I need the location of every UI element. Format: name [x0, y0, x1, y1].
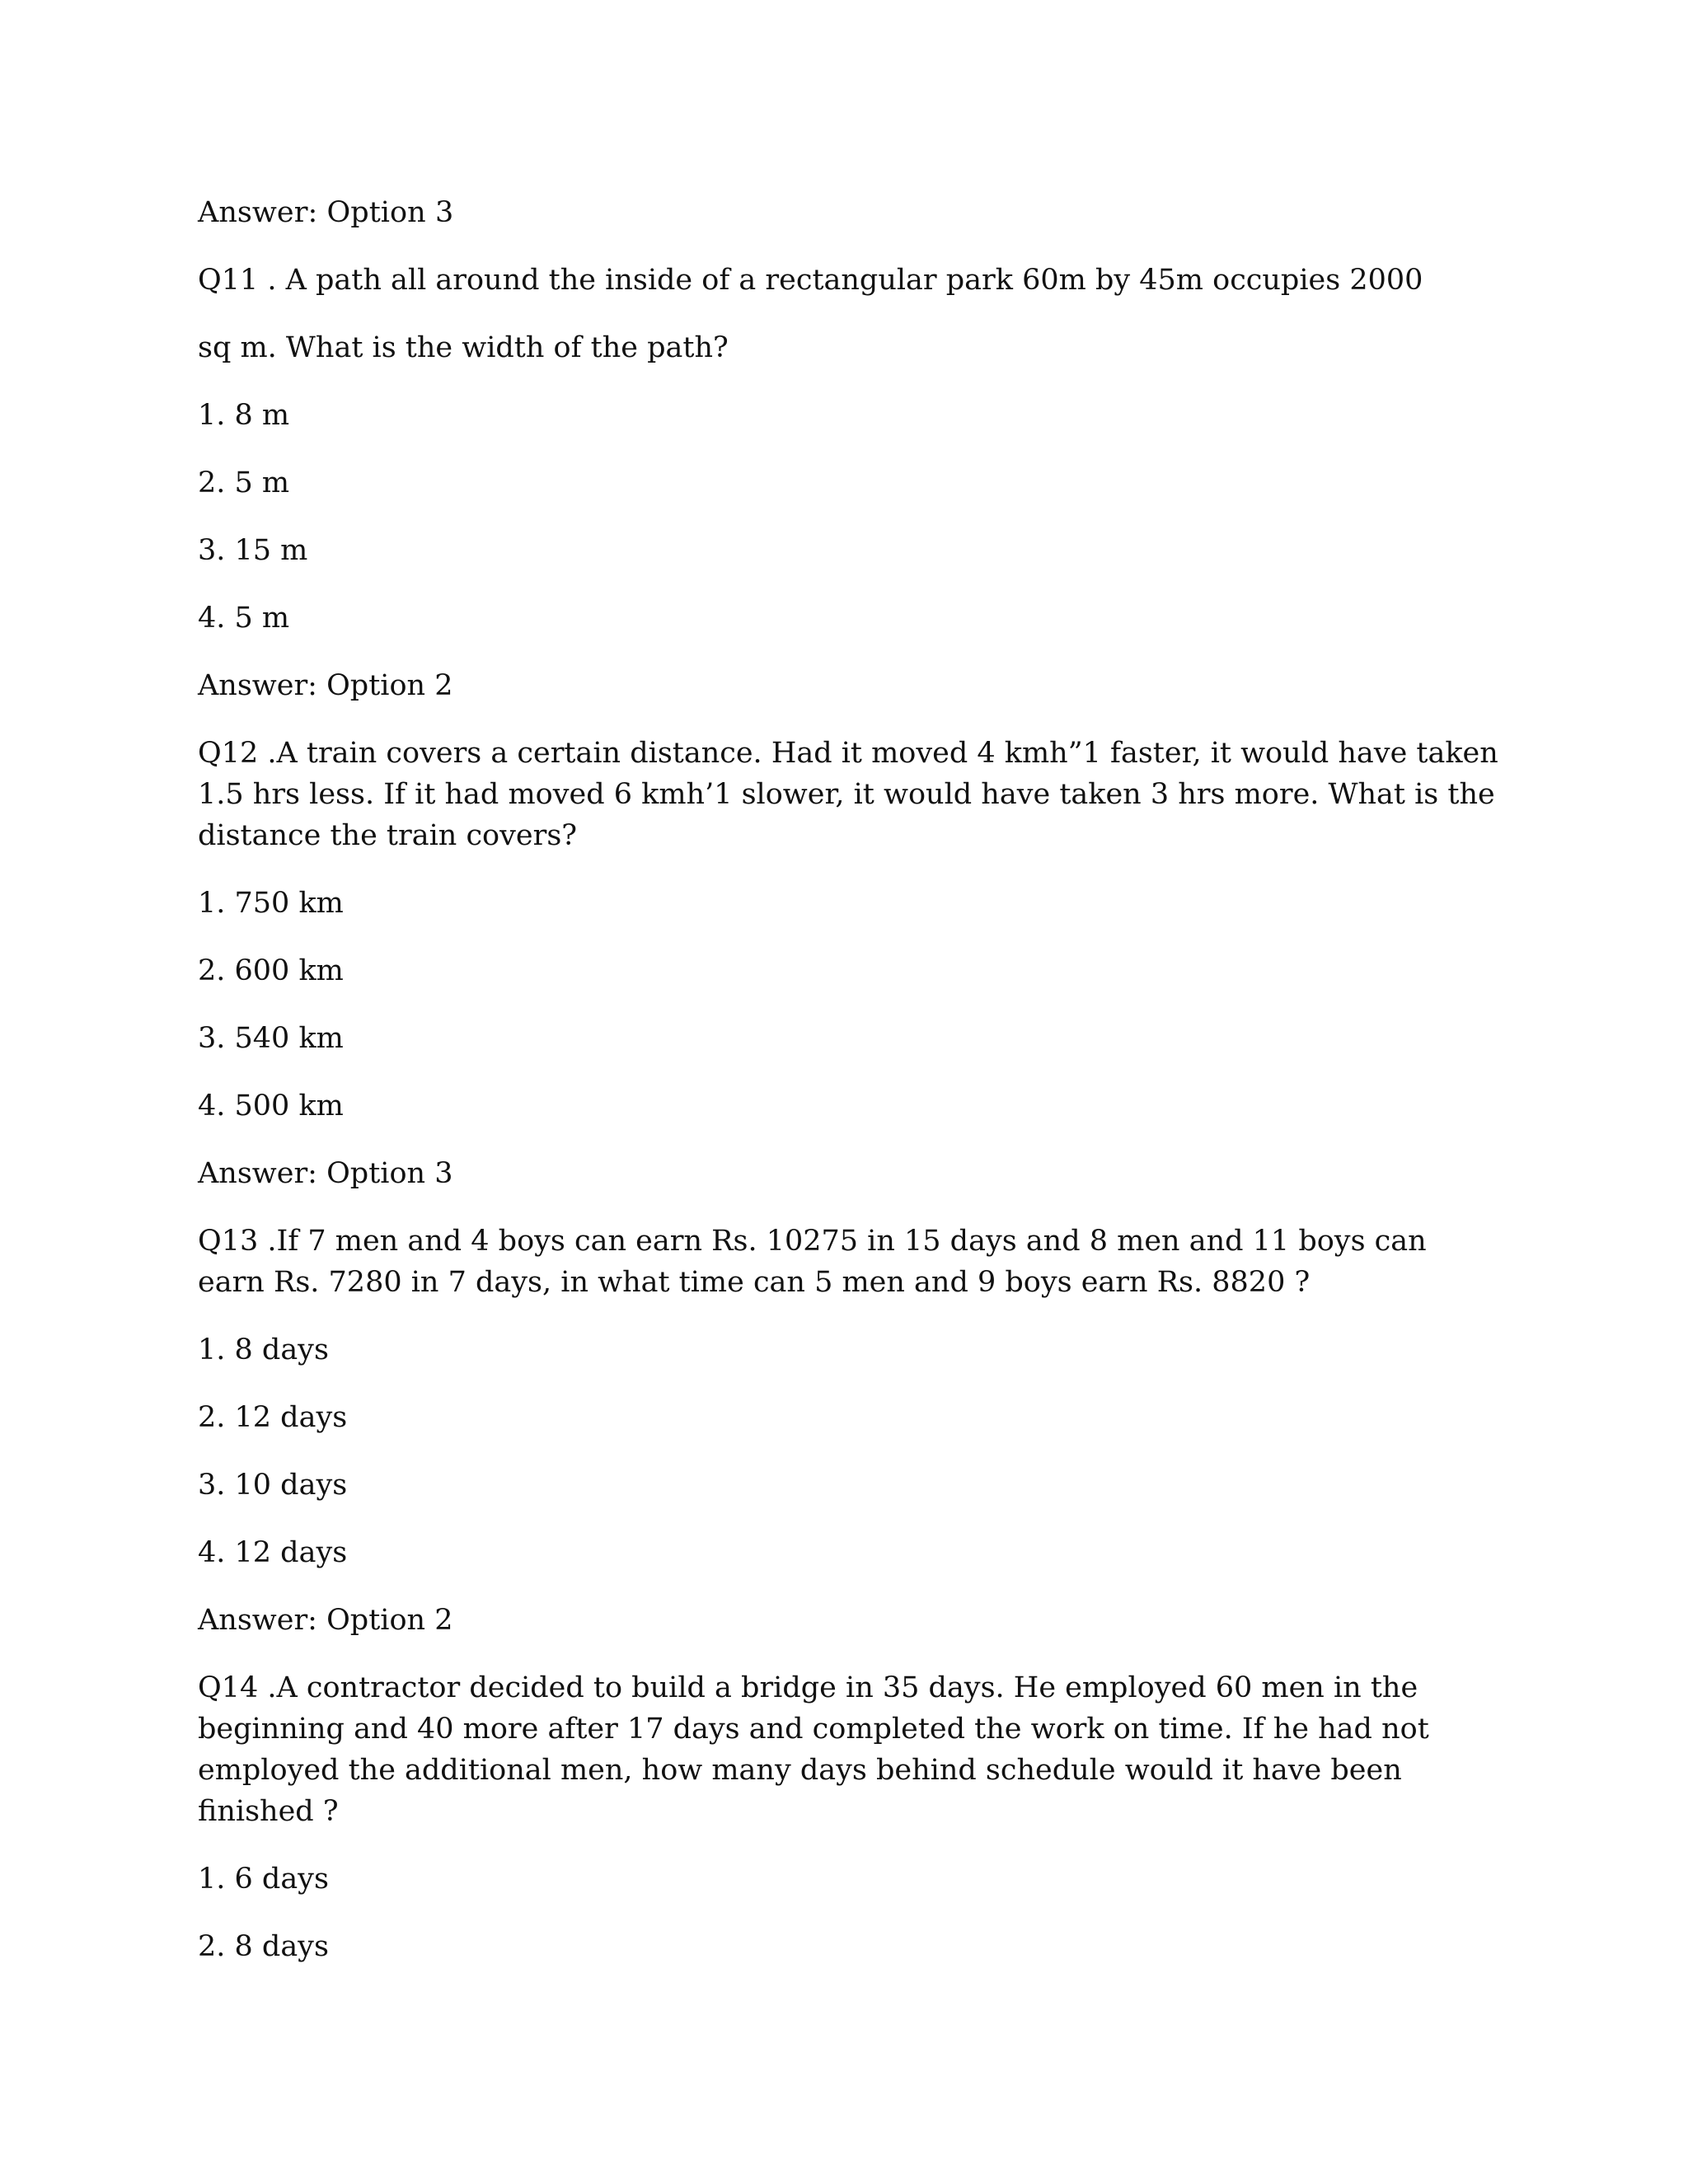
- q12-option-2: 2. 600 km: [198, 954, 344, 987]
- question-q11-line2: sq m. What is the width of the path?: [198, 331, 729, 364]
- answer-q13: Answer: Option 2: [198, 1604, 453, 1637]
- q11-option-4: 4. 5 m: [198, 602, 290, 635]
- question-q11-line1: Q11 . A path all around the inside of a rectangular park 60m by 45m occupies 2000: [198, 264, 1423, 297]
- question-q12: Q12 .A train covers a certain distance. Had it moved 4 kmh”1 faster, it would have taken 1.5 hrs less. If it had moved 6 kmh’1 slower, it would have taken 3 hrs more. What is the distance the train covers?: [198, 737, 1498, 852]
- answer-q12: Answer: Option 3: [198, 1157, 453, 1190]
- q14-option-2: 2. 8 days: [198, 1930, 329, 1963]
- answer-q11: Answer: Option 2: [198, 669, 453, 702]
- document-body: [198, 192, 1500, 1967]
- q12-option-1: 1. 750 km: [198, 887, 344, 920]
- q11-option-3: 3. 15 m: [198, 534, 308, 567]
- q13-option-4: 4. 12 days: [198, 1536, 348, 1569]
- answer-q10: Answer: Option 3: [198, 196, 454, 229]
- question-q14: Q14 .A contractor decided to build a bridge in 35 days. He employed 60 men in the beginning and 40 more after 17 days and completed the work on time. If he had not employed the additional men, how many days behind schedule would it have been finished ?: [198, 1671, 1429, 1828]
- q13-option-3: 3. 10 days: [198, 1469, 348, 1502]
- q12-option-4: 4. 500 km: [198, 1090, 344, 1122]
- q13-option-1: 1. 8 days: [198, 1333, 329, 1366]
- q11-option-2: 2. 5 m: [198, 466, 290, 499]
- q13-option-2: 2. 12 days: [198, 1401, 348, 1434]
- q11-option-1: 1. 8 m: [198, 399, 290, 432]
- q14-option-1: 1. 6 days: [198, 1863, 329, 1896]
- question-q13: Q13 .If 7 men and 4 boys can earn Rs. 10275 in 15 days and 8 men and 11 boys can earn Rs. 7280 in 7 days, in what time can 5 men and 9 boys earn Rs. 8820 ?: [198, 1225, 1427, 1299]
- q12-option-3: 3. 540 km: [198, 1022, 344, 1055]
